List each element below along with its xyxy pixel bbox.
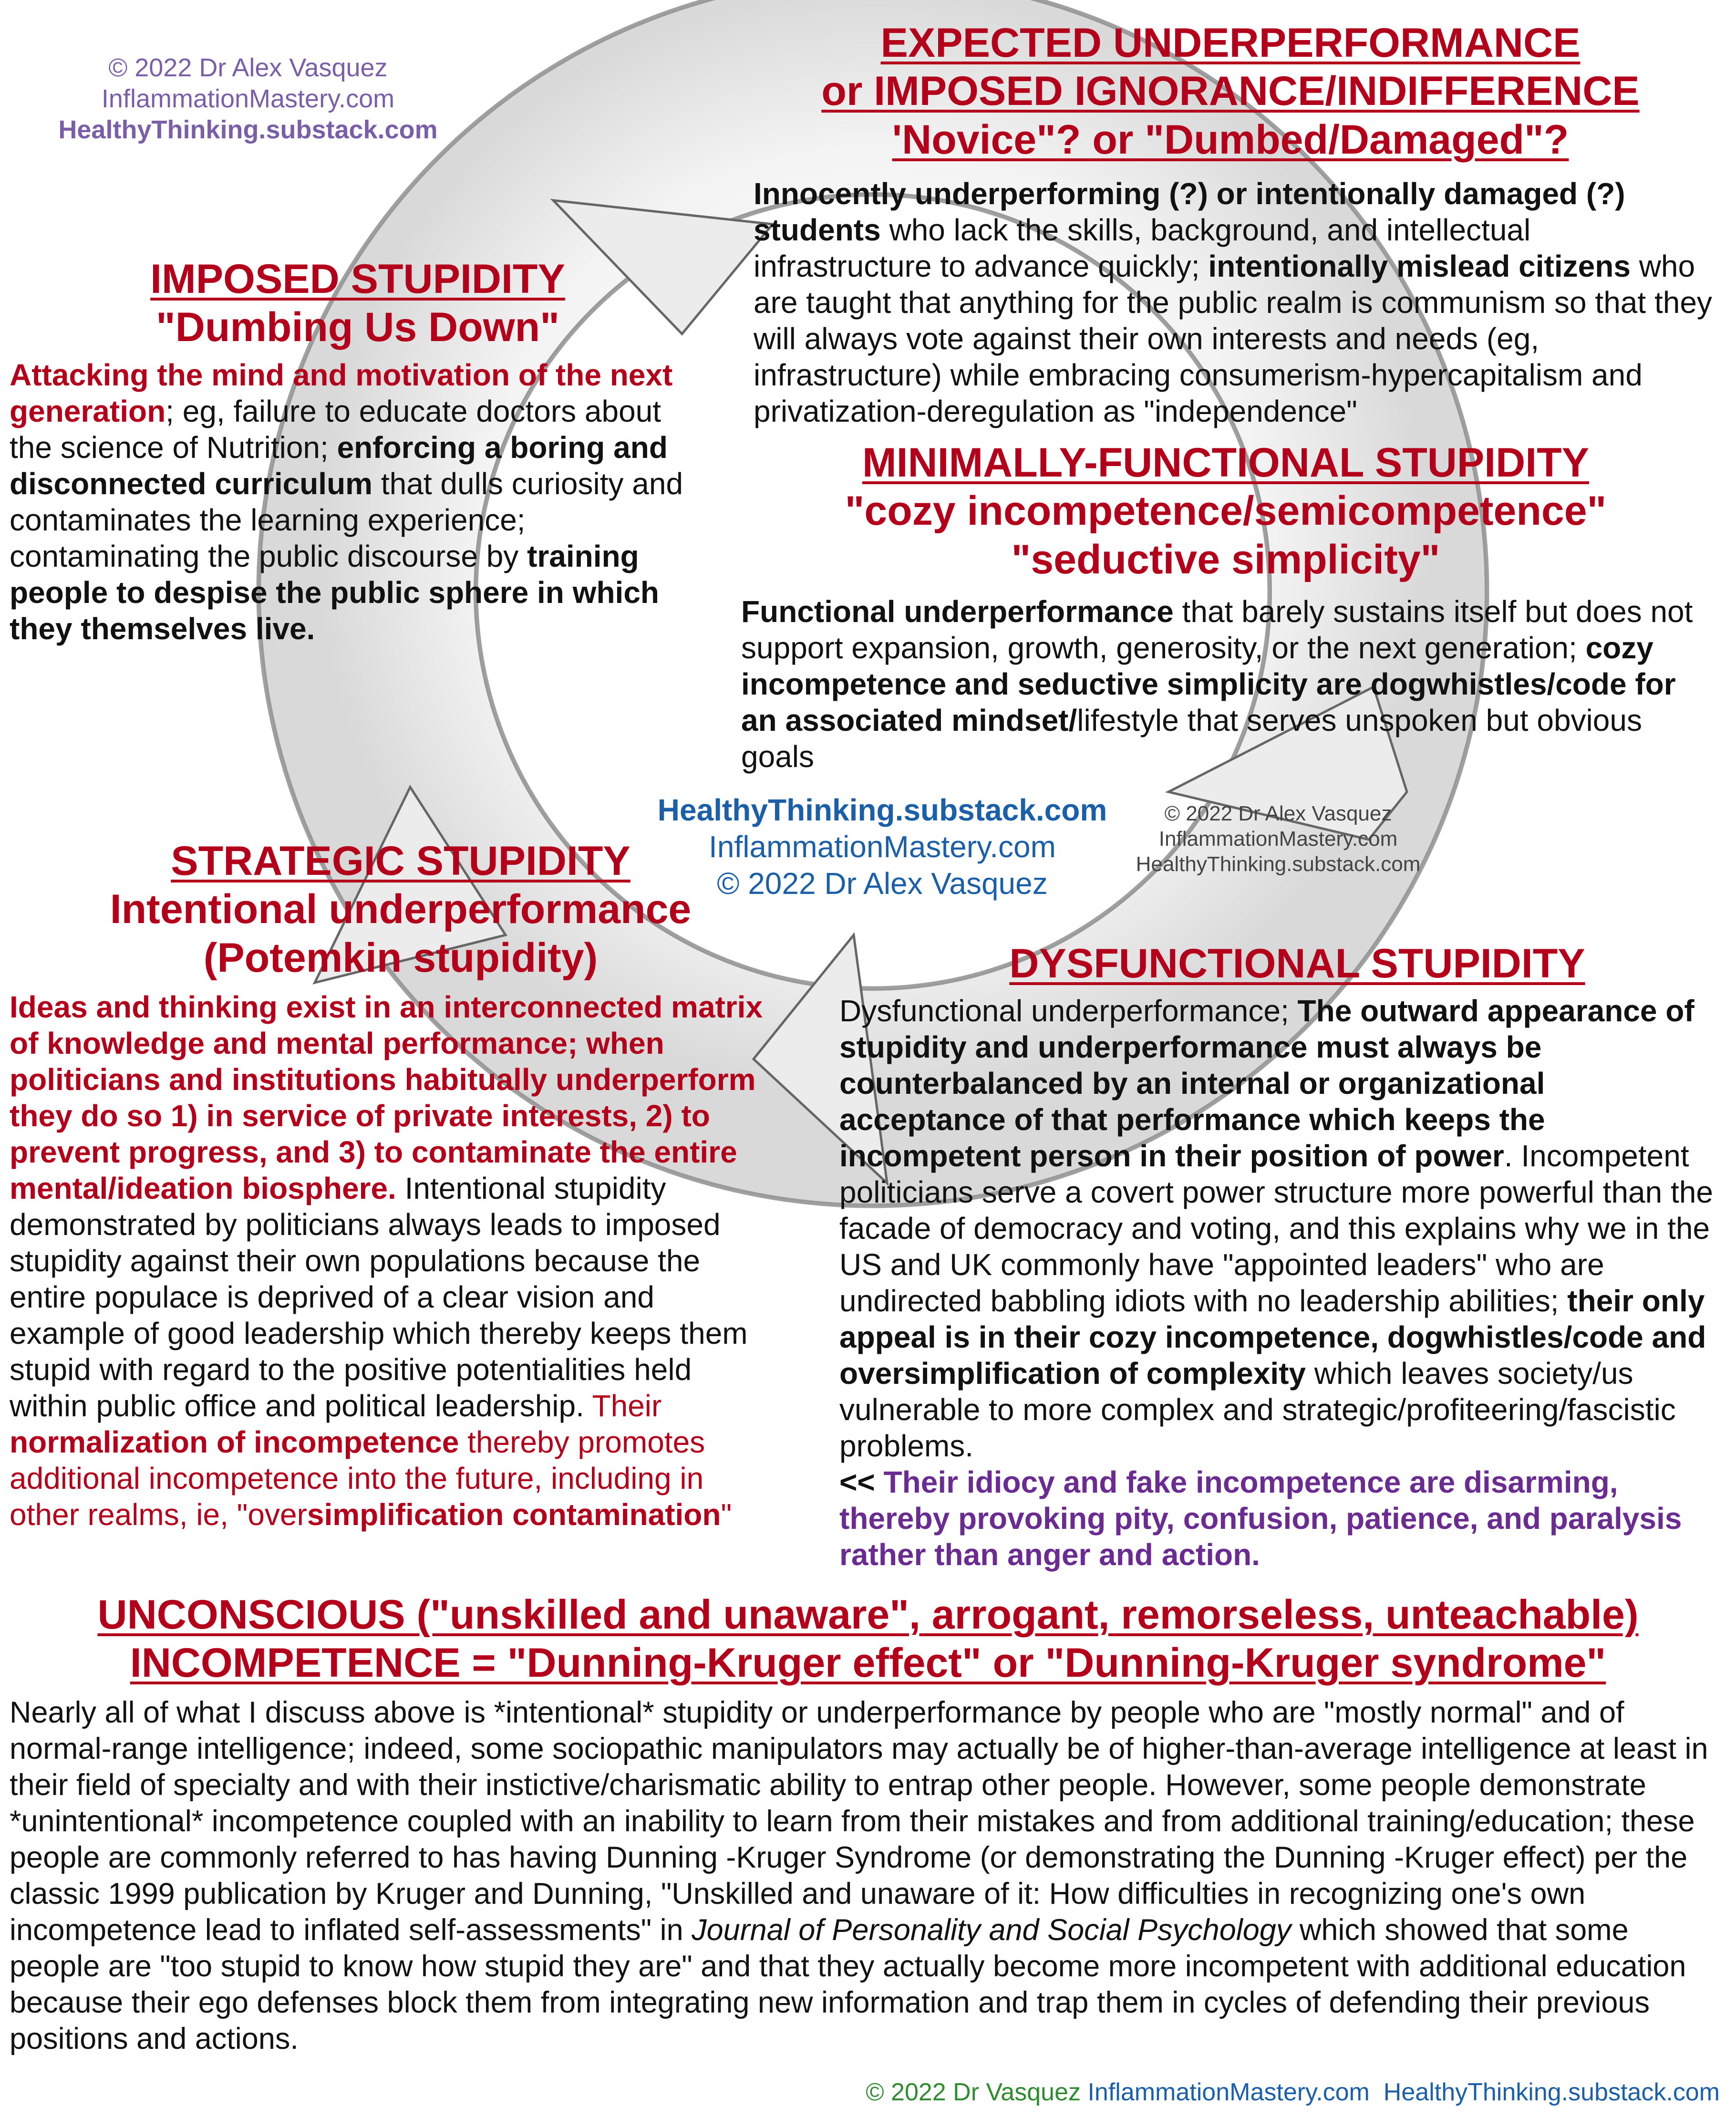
expected-title	[744, 19, 1717, 164]
imposed-title-line2: "Dumbing Us Down"	[156, 304, 559, 351]
dysfunctional-text-2: . Incompetent politicians serve a covert power structure more powerful than the facade of democracy and voting, and this explains why we in the US and UK commonly have "appointed leaders" who are undirected babbling idiots with no leadership abilities;	[839, 1139, 1713, 1319]
expected-bold-1: Innocently underperforming (?) or intentionally damaged (?) students	[754, 176, 1625, 248]
minimal-bold-2: cozy incompetence and seductive simplicity are dogwhistles/code for an associated mindset/	[741, 631, 1676, 738]
minimal-title-line1: MINIMALLY-FUNCTIONAL STUPIDITY	[862, 440, 1590, 486]
dysfunctional-arrow: <<	[839, 1465, 884, 1500]
watermark-substack: HealthyThinking.substack.com	[58, 115, 438, 144]
unconscious-incompetence-section	[10, 1591, 1726, 2057]
watermark-copyright: © 2022 Dr Alex Vasquez	[108, 53, 388, 82]
dysfunctional-body	[839, 993, 1717, 1573]
unconscious-title-line1: UNCONSCIOUS ("unskilled and unaware", arrogant, remorseless, unteachable)	[97, 1592, 1639, 1638]
dysfunctional-text-3: which leaves society/us vulnerable to more complex and strategic/profiteering/fascistic problems.	[839, 1356, 1676, 1464]
strategic-body	[10, 989, 777, 1533]
strategic-red-1: Ideas and thinking exist in an interconnected matrix of knowledge and mental performance; when politicians and institutions habitually underperform they do so 1) in service of private interests, 2) to prevent progress, and 3) to contaminate the entire mental/ideation biosphere.	[10, 990, 763, 1206]
minimal-body	[734, 593, 1717, 775]
strategic-red-2: Their	[592, 1389, 662, 1423]
center-watermark-copyright: © 2022 Dr Alex Vasquez	[717, 866, 1048, 901]
imposed-bold-1: enforcing a boring and disconnected curriculum	[10, 430, 668, 501]
strategic-red-4: "	[721, 1497, 732, 1532]
expected-body	[744, 176, 1717, 429]
strategic-text-1: Intentional stupidity demonstrated by politicians always leads to imposed stupidity against their own populations because the entire populace is deprived of a clear vision and example of good leadership which thereby keeps them stupid with regard to the positive potentialities held within public office and political leadership.	[10, 1171, 748, 1423]
strategic-stupidity-section	[10, 837, 792, 1533]
dysfunctional-stupidity-section	[839, 940, 1717, 1573]
footer-site: InflammationMastery.com	[1087, 2078, 1370, 2106]
dysfunctional-purple: Their idiocy and fake incompetence are disarming, thereby provoking pity, confusion, patience, and paralysis rather than anger and action.	[839, 1465, 1682, 1572]
imposed-title	[10, 255, 706, 352]
expected-title-line1: EXPECTED UNDERPERFORMANCE	[880, 20, 1581, 66]
expected-text-1: who lack the skills, background, and intellectual infrastructure to advance quickly;	[754, 213, 1531, 284]
imposed-title-line1: IMPOSED STUPIDITY	[150, 256, 565, 302]
footer-copyright: © 2022 Dr Vasquez	[866, 2078, 1081, 2106]
strategic-title-line2: Intentional underperformance	[110, 886, 692, 933]
footer-credits	[866, 2078, 1720, 2107]
center-watermark-site: InflammationMastery.com	[709, 829, 1056, 864]
watermark-right	[1087, 801, 1469, 877]
dysfunctional-title	[839, 940, 1717, 988]
strategic-title-line3: (Potemkin stupidity)	[203, 934, 598, 981]
dysfunctional-bold-1: The outward appearance of stupidity and underperformance must always be counterbalanced by an internal or organizational acceptance of that performance which keeps the incompetent person in their position of power	[839, 994, 1695, 1173]
unconscious-text-1: Nearly all of what I discuss above is *intentional* stupidity or underperformance by people who are "mostly normal" and of normal-range intelligence; indeed, some sociopathic manipulators may actually be of higher-than-average intelligence at least in their field of specialty and with their instictive/charismatic ability to entrap other people. However, some people demonstrate *unintentional* incompetence coupled with an inability to learn from their mistakes and from additional training/education; these people are commonly referred to has having Dunning -Kruger Syndrome (or demonstrating the Dunning -Kruger effect) per the classic 1999 publication by Kruger and Dunning, "Unskilled and unaware of it: How difficulties in recognizing one's own incompetence lead to inflated self-assessments" in	[10, 1695, 1708, 1947]
minimal-title-line3: "seductive simplicity"	[1011, 536, 1440, 582]
expected-title-line2: or IMPOSED IGNORANCE/INDIFFERENCE	[821, 68, 1640, 114]
watermark-top-left	[29, 52, 467, 145]
minimal-text-1: that barely sustains itself but does not support expansion, growth, generosity, or the next generation;	[741, 594, 1693, 665]
unconscious-body	[10, 1694, 1726, 2057]
strategic-title-line1: STRATEGIC STUPIDITY	[171, 838, 630, 884]
unconscious-title	[10, 1591, 1726, 1688]
dysfunctional-text-1: Dysfunctional underperformance;	[839, 994, 1298, 1028]
right-watermark-site: InflammationMastery.com	[1158, 827, 1398, 851]
unconscious-text-2: which showed that some people are "too stupid to know how stupid they are" and that they actually become more incompetent with additional education because their ego defenses block them from integrating new information and trap them in cycles of defending their previous positions and actions.	[10, 1913, 1686, 2056]
imposed-text-1: ; eg, failure to educate doctors about the science of Nutrition;	[10, 394, 661, 465]
imposed-body	[10, 357, 696, 647]
unconscious-title-line2: INCOMPETENCE = "Dunning-Kruger effect" or "Dunning-Kruger syndrome"	[130, 1640, 1606, 1686]
expected-underperformance-section	[744, 19, 1717, 429]
dysfunctional-bold-2: their only appeal is in their cozy incompetence, dogwhistles/code and oversimplification of complexity	[839, 1284, 1706, 1391]
expected-text-2: who are taught that anything for the public realm is communism so that they will always vote against their own interests and needs (eg, infrastructure) while embracing consumerism-hypercapitalism and privatization-deregulation as "independence"	[754, 249, 1712, 429]
watermark-site: InflammationMastery.com	[101, 84, 395, 113]
right-watermark-substack: HealthyThinking.substack.com	[1136, 852, 1421, 876]
minimal-stupidity-section	[734, 439, 1717, 775]
imposed-stupidity-section	[10, 255, 715, 647]
center-watermark-substack: HealthyThinking.substack.com	[657, 793, 1107, 827]
imposed-bold-2: training people to despise the public sphere in which they themselves live.	[10, 539, 659, 646]
minimal-title-line2: "cozy incompetence/semicompetence"	[845, 488, 1607, 534]
strategic-title	[10, 837, 792, 982]
minimal-text-2: lifestyle that serves unspoken but obvious goals	[741, 703, 1642, 774]
imposed-red-1: Attacking the mind and motivation of the next generation	[10, 357, 673, 428]
minimal-title	[734, 439, 1717, 584]
minimal-bold-1: Functional underperformance	[741, 594, 1174, 629]
strategic-red-3: thereby promotes additional incompetence into the future, including in other realms, ie, "over	[10, 1425, 705, 1532]
strategic-redbold-2: normalization of incompetence	[10, 1425, 459, 1460]
expected-bold-2: intentionally mislead citizens	[1208, 249, 1631, 284]
unconscious-journal: Journal of Personality and Social Psychology	[692, 1913, 1292, 1947]
dysfunctional-title-line1: DYSFUNCTIONAL STUPIDITY	[1009, 941, 1585, 986]
strategic-redbold-3: simplification contamination	[307, 1497, 721, 1532]
footer-substack: HealthyThinking.substack.com	[1383, 2078, 1720, 2106]
imposed-text-2: that dulls curiosity and contaminates the learning experience; contaminating the public discourse by	[10, 466, 683, 573]
right-watermark-copyright: © 2022 Dr Alex Vasquez	[1164, 802, 1392, 825]
expected-title-line3: 'Novice"? or "Dumbed/Damaged"?	[892, 116, 1569, 163]
